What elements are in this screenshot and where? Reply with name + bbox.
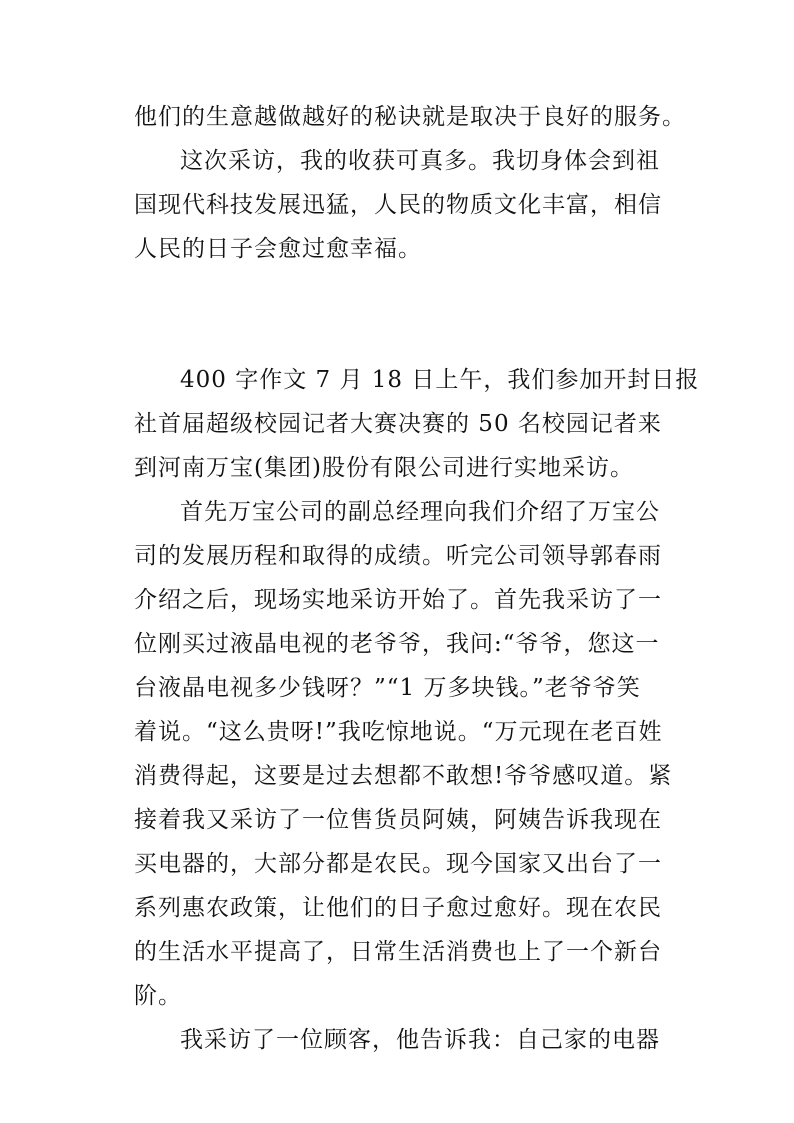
text-line: 着说。“这么贵呀!”我吃惊地说。“万元现在老百姓 <box>134 719 663 745</box>
text-line: 的生活水平提高了，日常生活消费也上了一个新台 <box>134 939 662 965</box>
text-line: 这次采访，我的收获可真多。我切身体会到祖 <box>180 148 660 174</box>
text-line: 他们的生意越做越好的秘诀就是取决于良好的服务。 <box>134 104 686 130</box>
text-line: 买电器的，大部分都是农民。现今国家又出台了一 <box>134 851 662 877</box>
text-line: 社首届超级校园记者大赛决赛的 50 名校园记者来 <box>134 411 662 437</box>
text-line: 系列惠农政策，让他们的日子愈过愈好。现在农民 <box>134 895 662 921</box>
text-line: 消费得起，这要是过去想都不敢想!爷爷感叹道。紧 <box>134 763 673 789</box>
text-line: 台液晶电视多少钱呀？”“1 万多块钱。”老爷爷笑 <box>134 675 641 701</box>
text-line: 介绍之后，现场实地采访开始了。首先我采访了一 <box>134 587 662 613</box>
text-block-essay <box>134 358 700 1062</box>
text-block-conclusion <box>134 95 686 271</box>
text-line: 首先万宝公司的副总经理向我们介绍了万宝公 <box>180 499 660 525</box>
text-line: 司的发展历程和取得的成绩。听完公司领导郭春雨 <box>134 543 662 569</box>
text-line: 阶。 <box>134 983 182 1009</box>
text-line: 到河南万宝(集团)股份有限公司进行实地采访。 <box>134 455 634 481</box>
text-line: 400 字作文 7 月 18 日上午，我们参加开封日报 <box>180 367 700 393</box>
text-line: 接着我又采访了一位售货员阿姨，阿姨告诉我现在 <box>134 807 662 833</box>
text-line: 国现代科技发展迅猛，人民的物质文化丰富，相信 <box>134 192 662 218</box>
text-line: 位刚买过液晶电视的老爷爷，我问:“爷爷，您这一 <box>134 631 660 657</box>
text-line: 我采访了一位顾客，他告诉我：自己家的电器 <box>180 1027 660 1053</box>
text-line: 人民的日子会愈过愈幸福。 <box>134 236 422 262</box>
